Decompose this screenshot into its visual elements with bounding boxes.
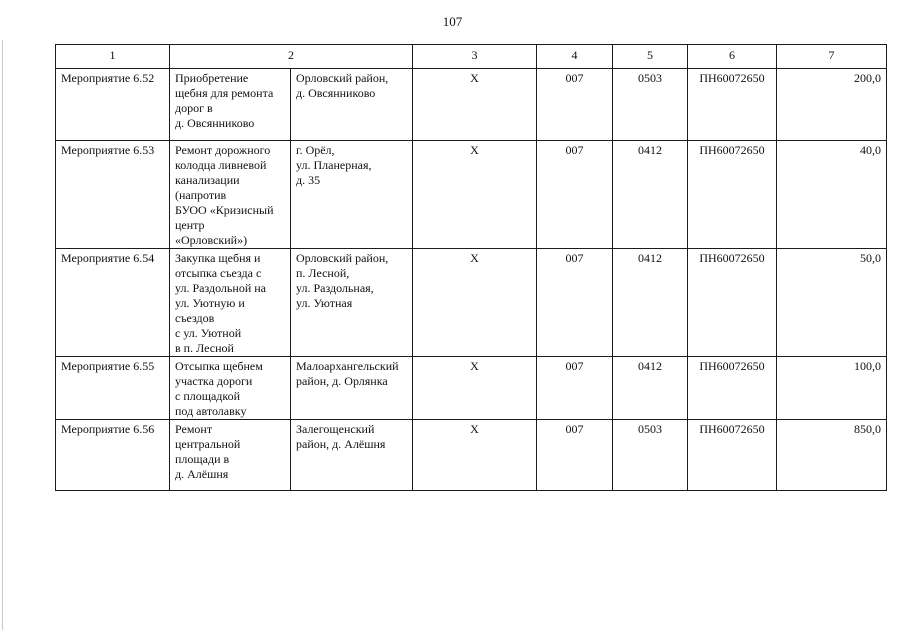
col3-value: Х xyxy=(413,141,537,249)
scan-edge-line xyxy=(2,40,3,630)
amount-value: 40,0 xyxy=(777,141,887,249)
event-id: Мероприятие 6.54 xyxy=(56,249,170,357)
amount-value: 50,0 xyxy=(777,249,887,357)
col5-value: 0412 xyxy=(613,357,688,420)
col3-value: Х xyxy=(413,357,537,420)
event-name: Ремонт дорожного колодца ливневой канализации (напротив БУОО «Кризисный центр «Орловский») xyxy=(170,141,291,249)
col6-value: ПН60072650 xyxy=(688,141,777,249)
col3-value: Х xyxy=(413,420,537,491)
column-header-6: 6 xyxy=(688,45,777,69)
amount-value: 100,0 xyxy=(777,357,887,420)
column-header-1: 1 xyxy=(56,45,170,69)
col5-value: 0503 xyxy=(613,420,688,491)
column-header-5: 5 xyxy=(613,45,688,69)
amount-value: 200,0 xyxy=(777,69,887,141)
col5-value: 0412 xyxy=(613,141,688,249)
budget-table xyxy=(55,44,887,491)
col6-value: ПН60072650 xyxy=(688,249,777,357)
col4-value: 007 xyxy=(537,69,613,141)
col4-value: 007 xyxy=(537,249,613,357)
col3-value: Х xyxy=(413,69,537,141)
col4-value: 007 xyxy=(537,357,613,420)
table-row xyxy=(56,249,887,357)
col3-value: Х xyxy=(413,249,537,357)
event-id: Мероприятие 6.53 xyxy=(56,141,170,249)
event-location: Орловский район, п. Лесной, ул. Раздольная, ул. Уютная xyxy=(291,249,413,357)
event-name: Закупка щебня и отсыпка съезда с ул. Раздольной на ул. Уютную и съездов с ул. Уютной в п. Лесной xyxy=(170,249,291,357)
page-number: 107 xyxy=(442,14,463,29)
amount-value: 850,0 xyxy=(777,420,887,491)
table-header-row xyxy=(56,45,887,69)
col5-value: 0412 xyxy=(613,249,688,357)
event-id: Мероприятие 6.55 xyxy=(56,357,170,420)
col6-value: ПН60072650 xyxy=(688,357,777,420)
column-header-7: 7 xyxy=(777,45,887,69)
table-row xyxy=(56,420,887,491)
col4-value: 007 xyxy=(537,141,613,249)
column-header-4: 4 xyxy=(537,45,613,69)
event-location: г. Орёл, ул. Планерная, д. 35 xyxy=(291,141,413,249)
column-header-3: 3 xyxy=(413,45,537,69)
table-row xyxy=(56,69,887,141)
table-row xyxy=(56,357,887,420)
event-location: Залегощенский район, д. Алёшня xyxy=(291,420,413,491)
table-row xyxy=(56,141,887,249)
event-name: Ремонт центральной площади в д. Алёшня xyxy=(170,420,291,491)
column-header-2: 2 xyxy=(170,45,413,69)
col4-value: 007 xyxy=(537,420,613,491)
event-location: Малоархангельский район, д. Орлянка xyxy=(291,357,413,420)
col5-value: 0503 xyxy=(613,69,688,141)
event-id: Мероприятие 6.56 xyxy=(56,420,170,491)
col6-value: ПН60072650 xyxy=(688,420,777,491)
col6-value: ПН60072650 xyxy=(688,69,777,141)
event-location: Орловский район, д. Овсянниково xyxy=(291,69,413,141)
event-name: Отсыпка щебнем участка дороги с площадкой под автолавку xyxy=(170,357,291,420)
event-id: Мероприятие 6.52 xyxy=(56,69,170,141)
event-name: Приобретение щебня для ремонта дорог в д. Овсянниково xyxy=(170,69,291,141)
